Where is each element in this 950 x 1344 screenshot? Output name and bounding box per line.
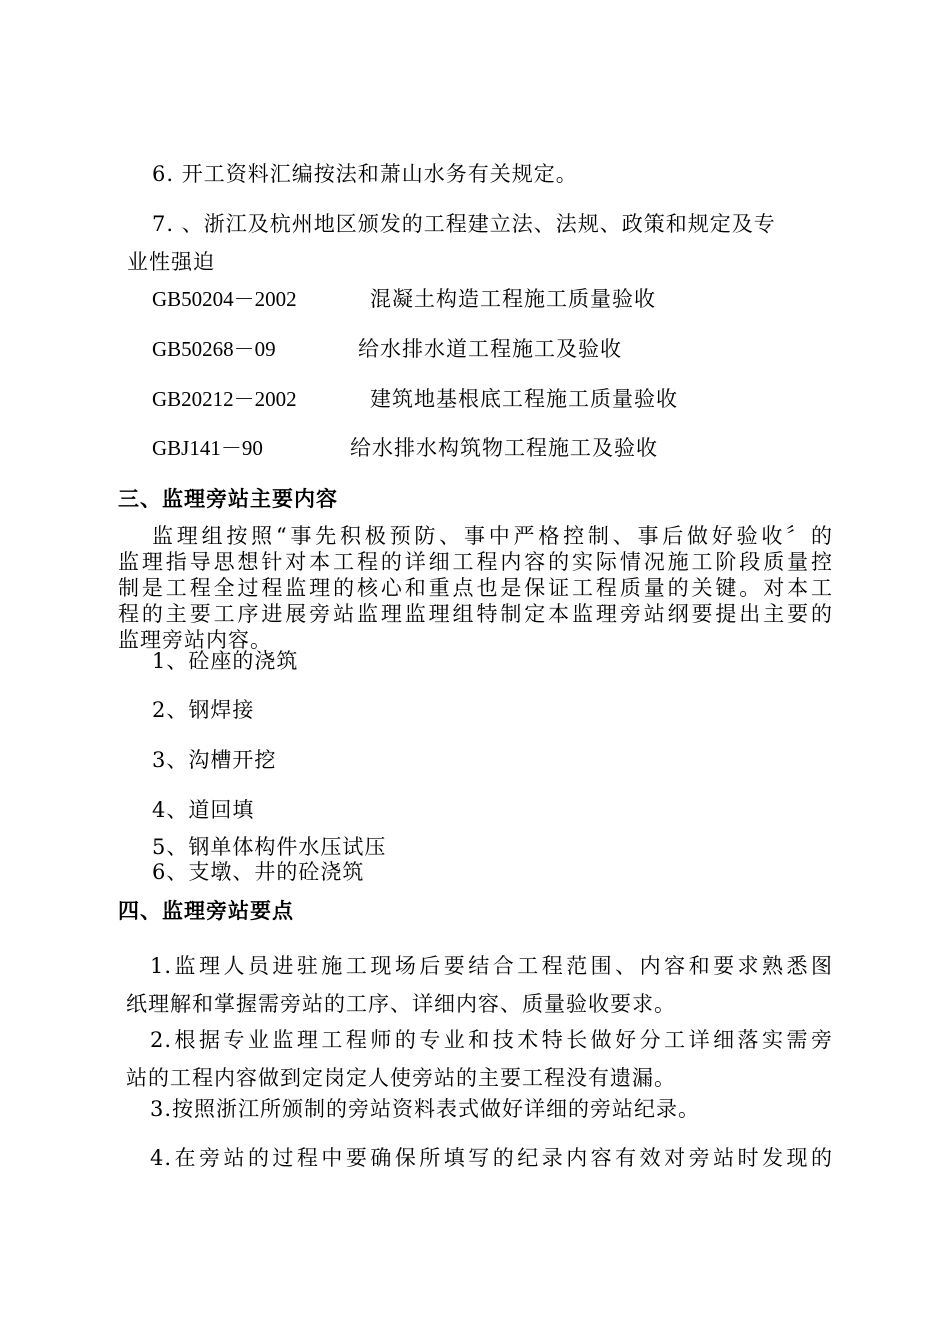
station-item: 5、钢单体构件水压试压 xyxy=(152,835,387,859)
point-line: 1.监理人员进驻施工现场后要结合工程范围、内容和要求熟悉图 xyxy=(150,954,833,978)
point-line: 纸理解和掌握需旁站的工序、详细内容、质量验收要求。 xyxy=(126,992,676,1016)
station-item: 6、支墩、井的砼浇筑 xyxy=(152,860,365,884)
standard-name: 建筑地基根底工程施工质量验收 xyxy=(370,387,678,411)
intro-line: 监理组按照“事先积极预防、事中严格控制、事后做好验收〞的 xyxy=(152,524,833,548)
standard-name: 给水排水道工程施工及验收 xyxy=(358,337,622,361)
point-4 xyxy=(118,1145,833,1171)
intro-line: 监理旁站内容。 xyxy=(118,628,272,652)
basis-item-6: 6. 开工资料汇编按法和萧山水务有关规定。 xyxy=(152,162,578,186)
section-3-title: 三、监理旁站主要内容 xyxy=(118,486,338,511)
station-item: 1、砼座的浇筑 xyxy=(152,649,299,673)
standard-row xyxy=(152,336,622,362)
station-item: 4、道回填 xyxy=(152,798,255,822)
intro-line: 监理指导思想针对本工程的详细工程内容的实际情况施工阶段质量控 xyxy=(118,550,833,574)
standard-name: 混凝土构造工程施工质量验收 xyxy=(370,287,656,311)
point-1 xyxy=(118,947,833,1023)
standard-code: GB50268－09 xyxy=(152,337,276,361)
standard-code: GBJ141－90 xyxy=(152,436,263,460)
standard-name: 给水排水构筑物工程施工及验收 xyxy=(350,436,658,460)
basis-item-7-line-2: 业性强迫 xyxy=(127,250,215,274)
station-item: 3、沟槽开挖 xyxy=(152,748,277,772)
point-line: 2.根据专业监理工程师的专业和技术特长做好分工详细落实需旁 xyxy=(150,1028,833,1052)
intro-line: 制是工程全过程监理的核心和重点也是保证工程质量的关键。对本工 xyxy=(118,576,833,600)
basis-item-7-line-1: 7. 、浙江及杭州地区颁发的工程建立法、法规、政策和规定及专 xyxy=(152,212,776,236)
point-3: 3.按照浙江所颁制的旁站资料表式做好详细的旁站纪录。 xyxy=(150,1097,701,1121)
point-2 xyxy=(118,1021,833,1097)
section-4-title: 四、监理旁站要点 xyxy=(118,898,294,923)
standard-code: GB50204－2002 xyxy=(152,287,297,311)
point-line: 站的工程内容做到定岗定人使旁站的主要工程没有遗漏。 xyxy=(126,1066,676,1090)
section-3-intro xyxy=(118,523,833,653)
standard-row xyxy=(152,286,656,312)
point-line: 4.在旁站的过程中要确保所填写的纪录内容有效对旁站时发现的 xyxy=(150,1146,833,1170)
standard-row xyxy=(152,386,678,412)
standard-row xyxy=(152,435,658,461)
station-item: 2、钢焊接 xyxy=(152,698,255,722)
intro-line: 程的主要工序进展旁站监理监理组特制定本监理旁站纲要提出主要的 xyxy=(118,602,833,626)
standard-code: GB20212－2002 xyxy=(152,387,297,411)
